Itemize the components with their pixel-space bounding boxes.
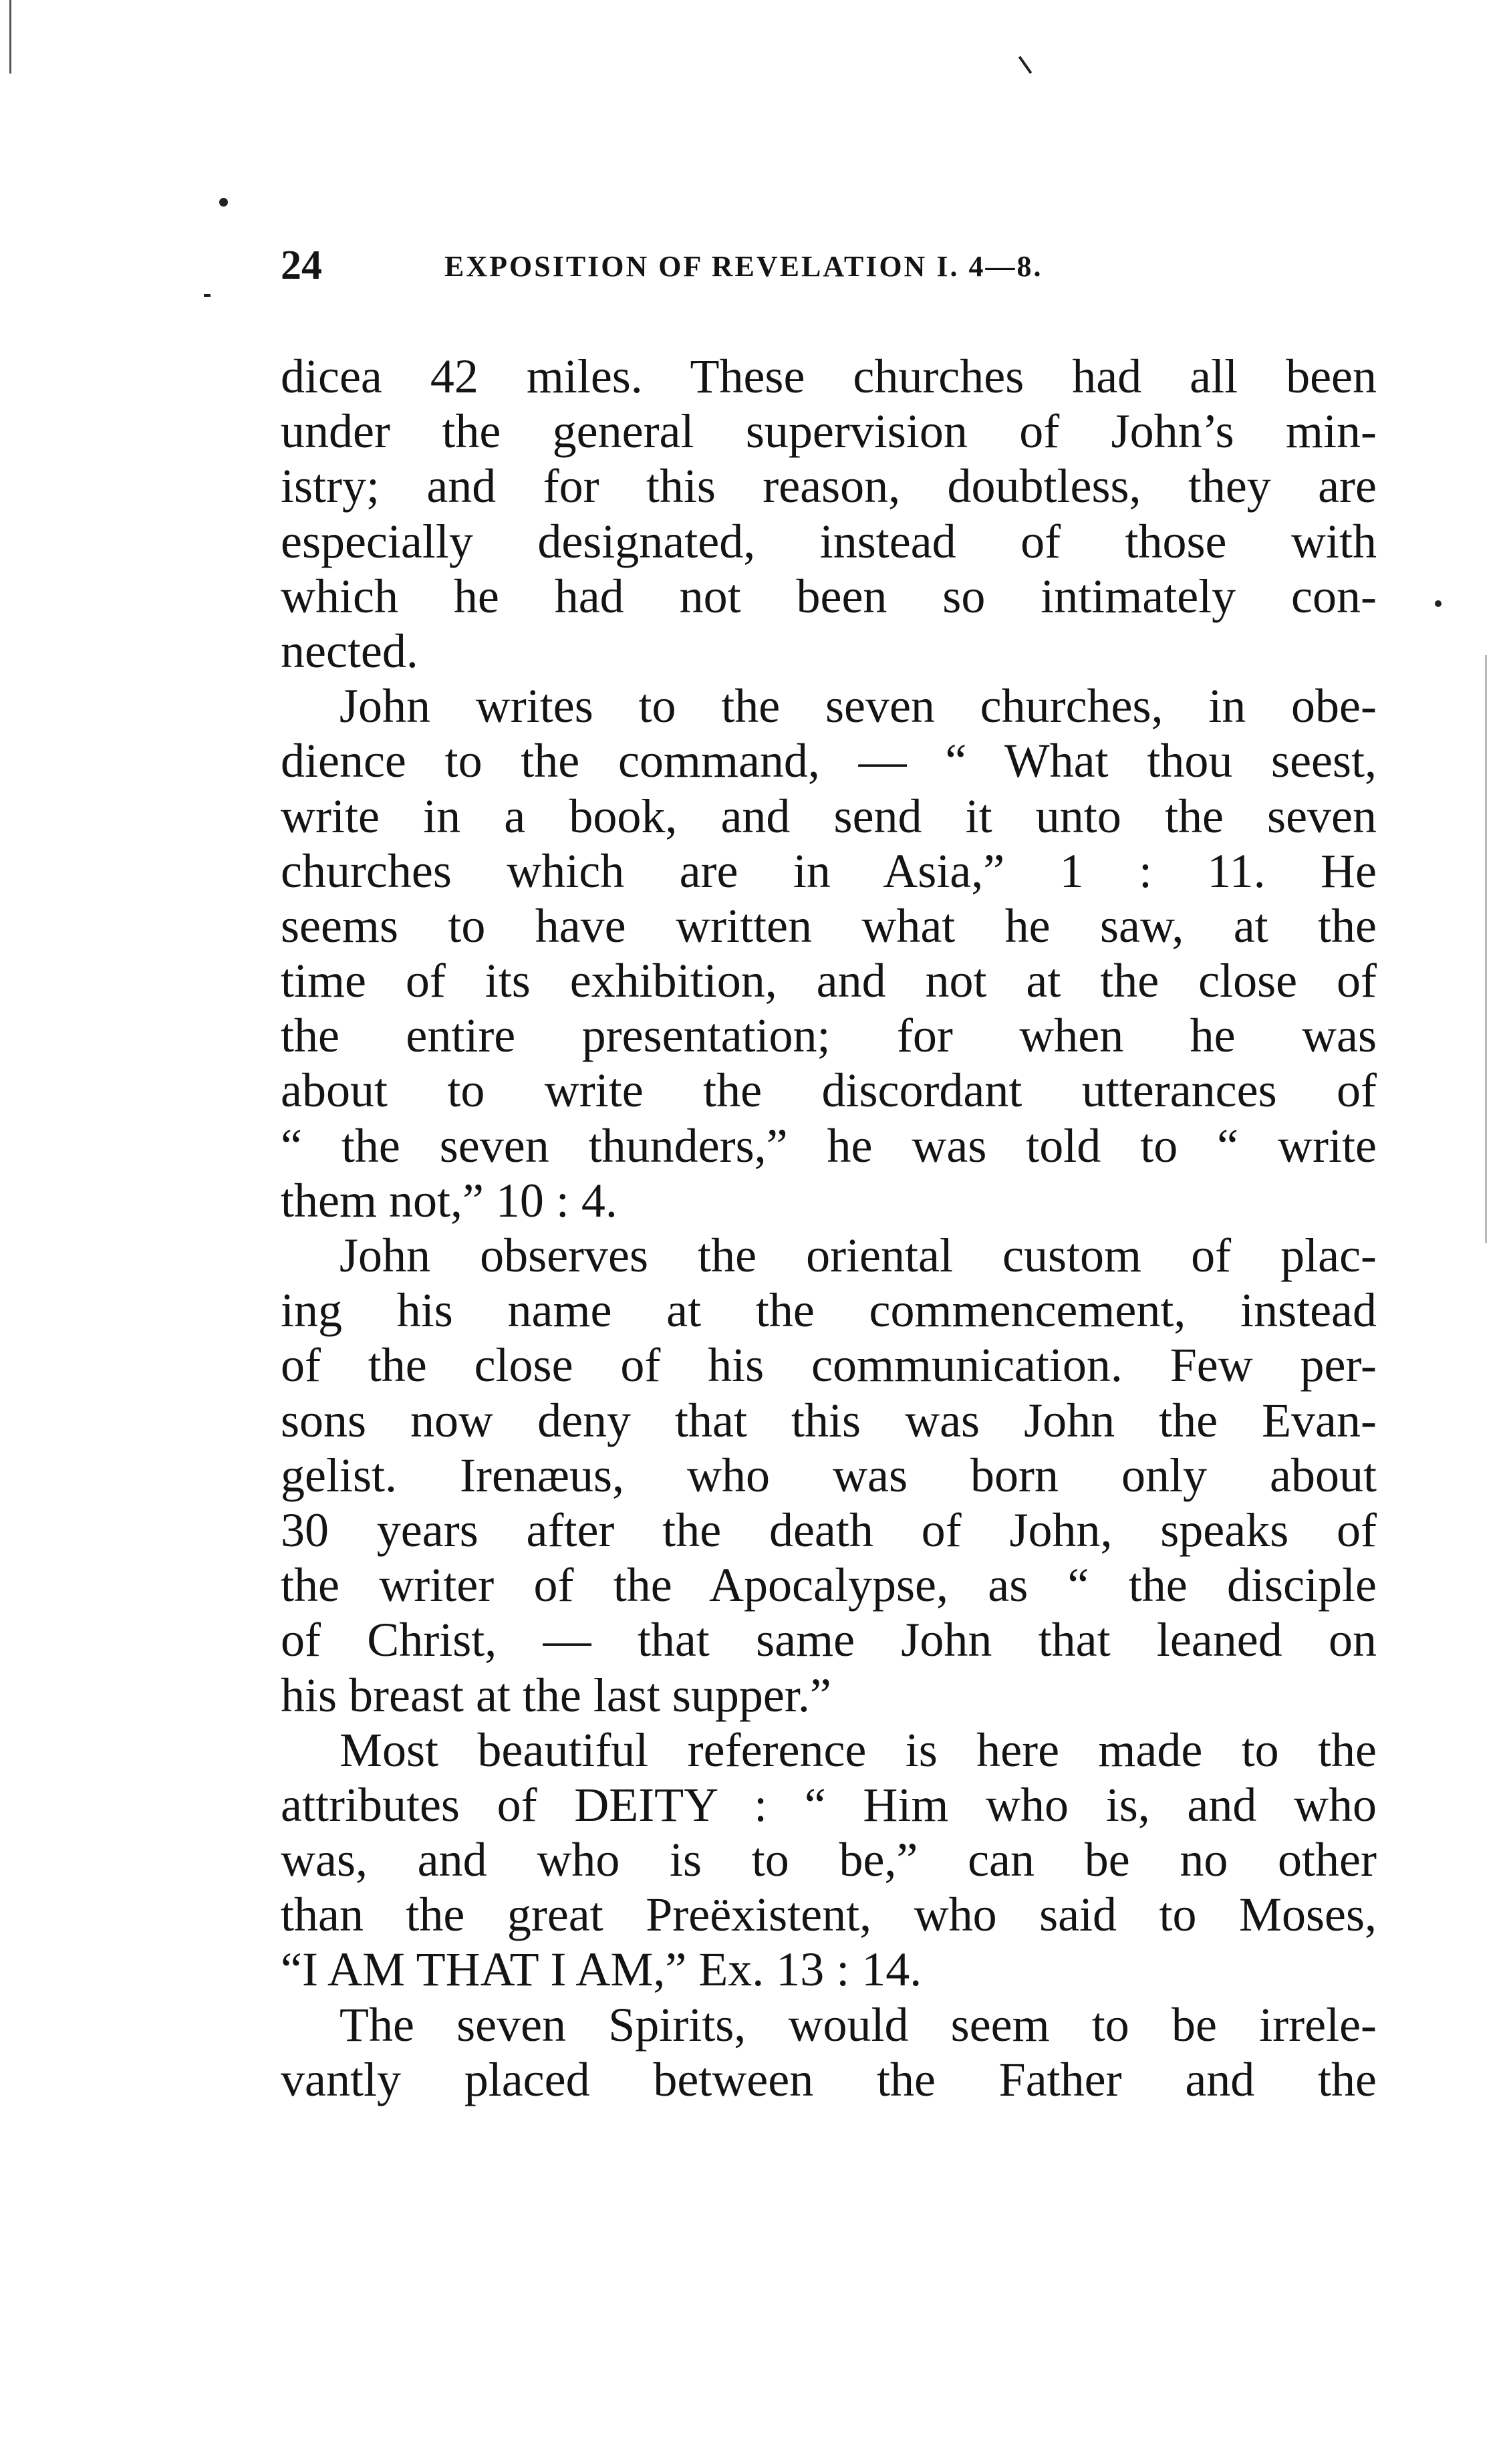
text-line: of Christ, — that same John that leaned on — [281, 1613, 1377, 1667]
text-line: under the general supervision of John’s min- — [281, 404, 1377, 459]
scan-speck — [1435, 600, 1442, 607]
text-line: them not,” 10 : 4. — [281, 1173, 618, 1227]
text-line: nected. — [281, 624, 418, 678]
text-line: than the great Preëxistent, who said to Moses, — [281, 1888, 1377, 1942]
text-line: Most beautiful reference is here made to the — [339, 1723, 1377, 1777]
text-line: which he had not been so intimately con- — [281, 569, 1377, 623]
text-line: churches which are in Asia,” 1 : 11. He — [281, 844, 1377, 898]
text-line: 30 years after the death of John, speaks of — [281, 1503, 1377, 1557]
text-line: dicea 42 miles. These churches had all been — [281, 350, 1377, 403]
text-line: time of its exhibition, and not at the close of — [281, 954, 1377, 1008]
scan-edge-mark — [1485, 655, 1487, 1243]
text-line: was, and who is to be,” can be no other — [281, 1833, 1377, 1887]
page-header — [281, 235, 1377, 295]
text-line: his breast at the last supper.” — [281, 1668, 831, 1722]
text-line: about to write the discordant utterances of — [281, 1064, 1377, 1118]
text-line: The seven Spirits, would seem to be irrele- — [339, 1997, 1377, 2052]
body-text — [281, 349, 1377, 2107]
running-head: EXPOSITION OF REVELATION I. 4—8. — [444, 250, 1043, 283]
text-line: istry; and for this reason, doubtless, they are — [281, 459, 1377, 513]
text-line: John writes to the seven churches, in obe- — [339, 679, 1377, 733]
scan-speck — [219, 198, 228, 207]
text-line: John observes the oriental custom of plac- — [339, 1229, 1377, 1282]
text-line: ing his name at the commencement, instead — [281, 1283, 1377, 1338]
text-line: sons now deny that this was John the Evan- — [281, 1393, 1377, 1447]
text-line: dience to the command, — “ What thou seest, — [281, 734, 1377, 788]
text-line: attributes of DEITY : “ Him who is, and who — [281, 1777, 1377, 1832]
text-line: seems to have written what he saw, at the — [281, 898, 1377, 953]
page-number: 24 — [281, 243, 322, 288]
text-line: “ the seven thunders,” he was told to “ write — [281, 1118, 1377, 1173]
scan-edge-mark — [9, 0, 11, 74]
text-line: “I AM THAT I AM,” Ex. 13 : 14. — [281, 1943, 922, 1997]
scan-speck — [1018, 56, 1032, 74]
scan-speck — [204, 294, 211, 297]
text-line: the writer of the Apocalypse, as “ the disciple — [281, 1558, 1377, 1612]
text-line: especially designated, instead of those with — [281, 514, 1377, 568]
text-line: gelist. Irenæus, who was born only about — [281, 1448, 1377, 1502]
text-line: the entire presentation; for when he was — [281, 1009, 1377, 1063]
text-line: write in a book, and send it unto the seven — [281, 789, 1377, 843]
text-line: vantly placed between the Father and the — [281, 2052, 1377, 2106]
text-line: of the close of his communication. Few per- — [281, 1338, 1377, 1392]
